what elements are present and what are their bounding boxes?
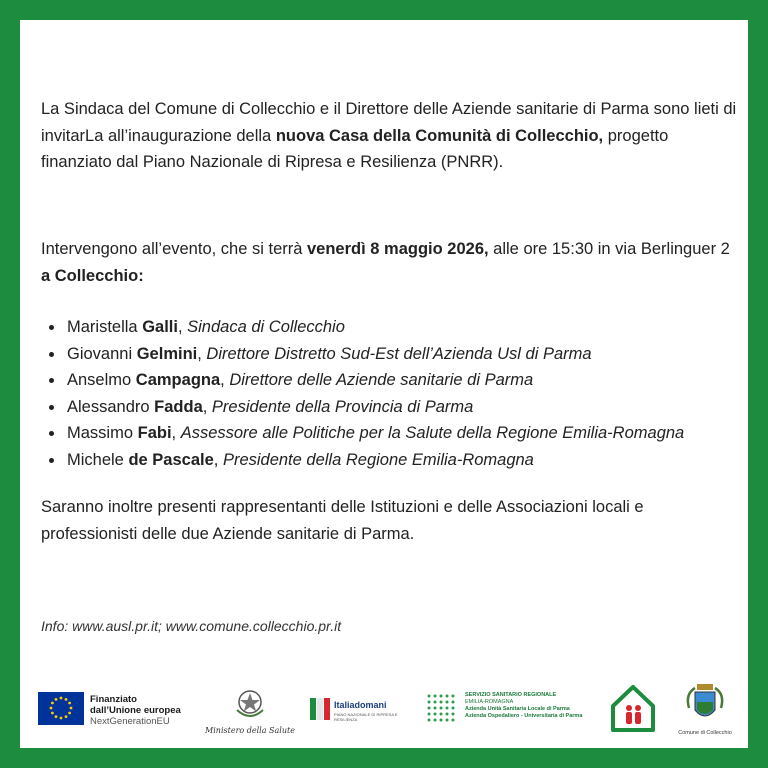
- eu-funding-logo: [38, 692, 188, 728]
- speaker-role: Assessore alle Politiche per la Salute della Regione Emilia-Romagna: [180, 424, 685, 442]
- list-item: Maristella Galli, Sindaca di Collecchio: [41, 314, 741, 341]
- list-item: Michele de Pascale, Presidente della Regione Emilia-Romagna: [41, 447, 741, 474]
- ministero-salute-logo: [200, 684, 300, 740]
- ssr-line-4: Azienda Ospedaliero - Universitaria di Parma: [465, 713, 583, 719]
- speaker-role: Direttore Distretto Sud-Est dell’Azienda Usl di Parma: [206, 344, 592, 363]
- event-text-mid: alle ore 15:30 in via Berlinguer 2: [488, 240, 730, 258]
- intro-bold: nuova Casa della Comunità di Collecchio,: [275, 126, 604, 145]
- intro-paragraph: [41, 96, 741, 176]
- info-line[interactable]: Info: www.ausl.pr.it; www.comune.collecchio.pr.it: [41, 618, 342, 634]
- ssr-line-2: EMILIA-ROMAGNA: [465, 699, 514, 705]
- speaker-last-name: Galli: [142, 318, 178, 336]
- house-people-icon: [608, 682, 658, 734]
- speaker-first-name: Michele: [67, 450, 124, 469]
- speaker-last-name: Gelmini: [136, 344, 198, 363]
- intro-text-end: progetto finanziato dal Piano Nazionale di Ripresa e Resilienza (PNRR).: [41, 126, 669, 171]
- ssr-line-1: SERVIZIO SANITARIO REGIONALE: [465, 692, 557, 698]
- comune-text: Comune di Collecchio: [678, 730, 732, 736]
- speaker-first-name: Massimo: [67, 424, 134, 442]
- list-item: Massimo Fabi, Assessore alle Politiche per la Salute della Regione Emilia-Romagna: [41, 420, 741, 447]
- event-text: Intervengono all’evento, che si terrà: [41, 240, 307, 258]
- event-place: a Collecchio:: [41, 266, 144, 285]
- casa-comunita-logo: [608, 682, 658, 734]
- ssr-line-3: Azienda Unità Sanitaria Locale di Parma: [465, 706, 570, 712]
- invitation-content: [41, 96, 741, 634]
- event-paragraph: [41, 236, 741, 289]
- speaker-role: Direttore delle Aziende sanitarie di Parma: [229, 371, 534, 389]
- invitation-card: [20, 20, 748, 748]
- event-date: venerdì 8 maggio 2026,: [307, 240, 489, 258]
- list-item: Alessandro Fadda, Presidente della Provincia di Parma: [41, 394, 741, 421]
- speaker-last-name: Fadda: [154, 397, 203, 416]
- speaker-last-name: Campagna: [135, 371, 221, 389]
- eu-line-3: NextGenerationEU: [90, 716, 170, 727]
- speaker-last-name: Fabi: [137, 424, 172, 442]
- list-item: Giovanni Gelmini, Direttore Distretto Sud-Est dell’Azienda Usl di Parma: [41, 341, 741, 368]
- logos-row: [20, 680, 748, 740]
- eu-funding-text: [90, 694, 181, 727]
- italiadomani-logo: [308, 690, 408, 730]
- intro-text: La Sindaca del Comune di Collecchio e il Direttore delle Aziende sanitarie di Parma sono lieti di invitarLa all’inaugurazione della: [41, 100, 737, 145]
- ssr-text: [465, 692, 605, 720]
- speaker-last-name: de Pascale: [128, 450, 214, 469]
- italiadomani-mark-icon: [308, 694, 332, 724]
- eu-flag-icon: [38, 692, 84, 725]
- coat-of-arms-icon: [675, 680, 735, 730]
- speaker-role: Sindaca di Collecchio: [187, 318, 345, 336]
- eu-line-1: Finanziato: [90, 694, 137, 705]
- ssr-emilia-romagna-logo: [425, 690, 600, 730]
- ssr-dots-icon: [425, 692, 459, 726]
- comune-collecchio-logo: [675, 680, 735, 740]
- speaker-first-name: Anselmo: [67, 371, 132, 389]
- speaker-role: Presidente della Provincia di Parma: [211, 397, 474, 416]
- ministero-text: Ministero della Salute: [205, 726, 295, 735]
- speaker-first-name: Alessandro: [67, 397, 150, 416]
- list-item: Anselmo Campagna, Direttore delle Aziende sanitarie di Parma: [41, 367, 741, 394]
- eu-line-2: dall’Unione europea: [90, 705, 181, 716]
- speaker-first-name: Giovanni: [67, 344, 133, 363]
- italiadomani-text: Italiadomani: [334, 700, 387, 710]
- speaker-role: Presidente della Regione Emilia-Romagna: [222, 450, 534, 469]
- closing-paragraph: Saranno inoltre presenti rappresentanti delle Istituzioni e delle Associazioni locali e professionisti delle due Aziende sanitarie di Parma.: [41, 498, 644, 543]
- italiadomani-subtitle: PIANO NAZIONALE DI RIPRESA E RESILIENZA: [334, 712, 398, 722]
- speaker-first-name: Maristella: [67, 318, 138, 336]
- italian-emblem-icon: [200, 684, 300, 726]
- speakers-list: [41, 314, 741, 473]
